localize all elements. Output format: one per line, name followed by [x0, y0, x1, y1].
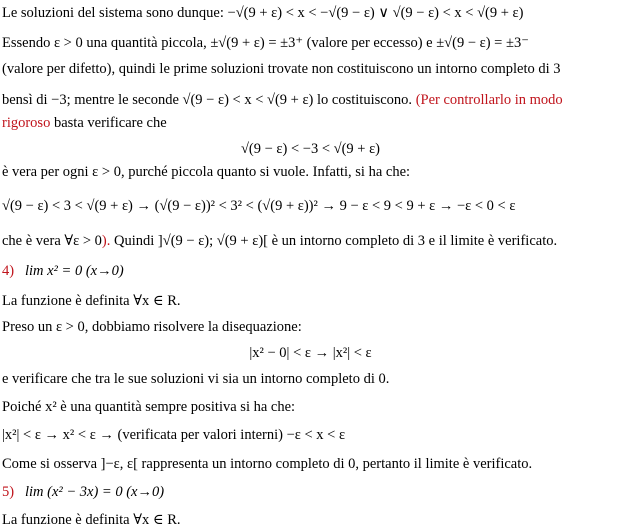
text-line: Preso un ε > 0, dobbiamo risolvere la disequazione:	[2, 319, 302, 335]
text-line	[2, 114, 167, 132]
text-line: La funzione è definita ∀x ∈ R.	[2, 512, 181, 528]
highlighted-text: ).	[101, 233, 111, 249]
text-segment: che è vera ∀ε > 0	[2, 233, 102, 249]
highlighted-text: (Per controllarlo in modo	[415, 92, 563, 108]
formula-line: |x²| < ε → x² < ε → (verificata per valori interni) −ε < x < ε	[2, 427, 346, 443]
text-line: Le soluzioni del sistema sono dunque: −√(9 + ε) < x < −√(9 − ε) ∨ √(9 − ε) < x < √(9 + ε)	[2, 5, 524, 21]
exercise-heading	[2, 262, 124, 280]
centered-formula: √(9 − ε) < −3 < √(9 + ε)	[240, 141, 381, 157]
text-line: è vera per ogni ε > 0, purché piccola quanto si vuole. Infatti, si ha che:	[2, 164, 411, 180]
centered-formula: |x² − 0| < ε → |x²| < ε	[249, 345, 372, 361]
text-line	[2, 232, 557, 250]
exercise-number: 4)	[2, 263, 15, 279]
formula-line: √(9 − ε) < 3 < √(9 + ε) → (√(9 − ε))² < 3² < (√(9 + ε))² → 9 − ε < 9 < 9 + ε → −ε < 0 < ε	[2, 198, 516, 214]
text-line: Poiché x² è una quantità sempre positiva si ha che:	[2, 399, 296, 415]
text-line	[2, 91, 563, 109]
text-segment: Quindi ]√(9 − ε); √(9 + ε)[ è un intorno completo di 3 e il limite è verificato.	[110, 233, 558, 249]
text-line: (valore per difetto), quindi le prime soluzioni trovate non costituiscono un intorno completo di 3	[2, 61, 561, 77]
text-line: e verificare che tra le sue soluzioni vi sia un intorno completo di 0.	[2, 371, 390, 387]
exercise-number: 5)	[2, 484, 15, 500]
exercise-heading	[2, 483, 164, 501]
text-line: Essendo ε > 0 una quantità piccola, ±√(9 + ε) = ±3⁺ (valore per eccesso) e ±√(9 − ε) = ±3⁻	[2, 35, 529, 51]
text-line: La funzione è definita ∀x ∈ R.	[2, 293, 181, 309]
highlighted-text: rigoroso	[2, 115, 51, 131]
exercise-limit: lim x² = 0 (x→0)	[24, 263, 124, 279]
exercise-limit: lim (x² − 3x) = 0 (x→0)	[24, 484, 165, 500]
text-line: Come si osserva ]−ε, ε[ rappresenta un intorno completo di 0, pertanto il limite è verificato.	[2, 456, 533, 472]
text-segment: basta verificare che	[50, 115, 167, 131]
text-segment: bensì di −3; mentre le seconde √(9 − ε) < x < √(9 + ε) lo costituiscono.	[2, 92, 416, 108]
